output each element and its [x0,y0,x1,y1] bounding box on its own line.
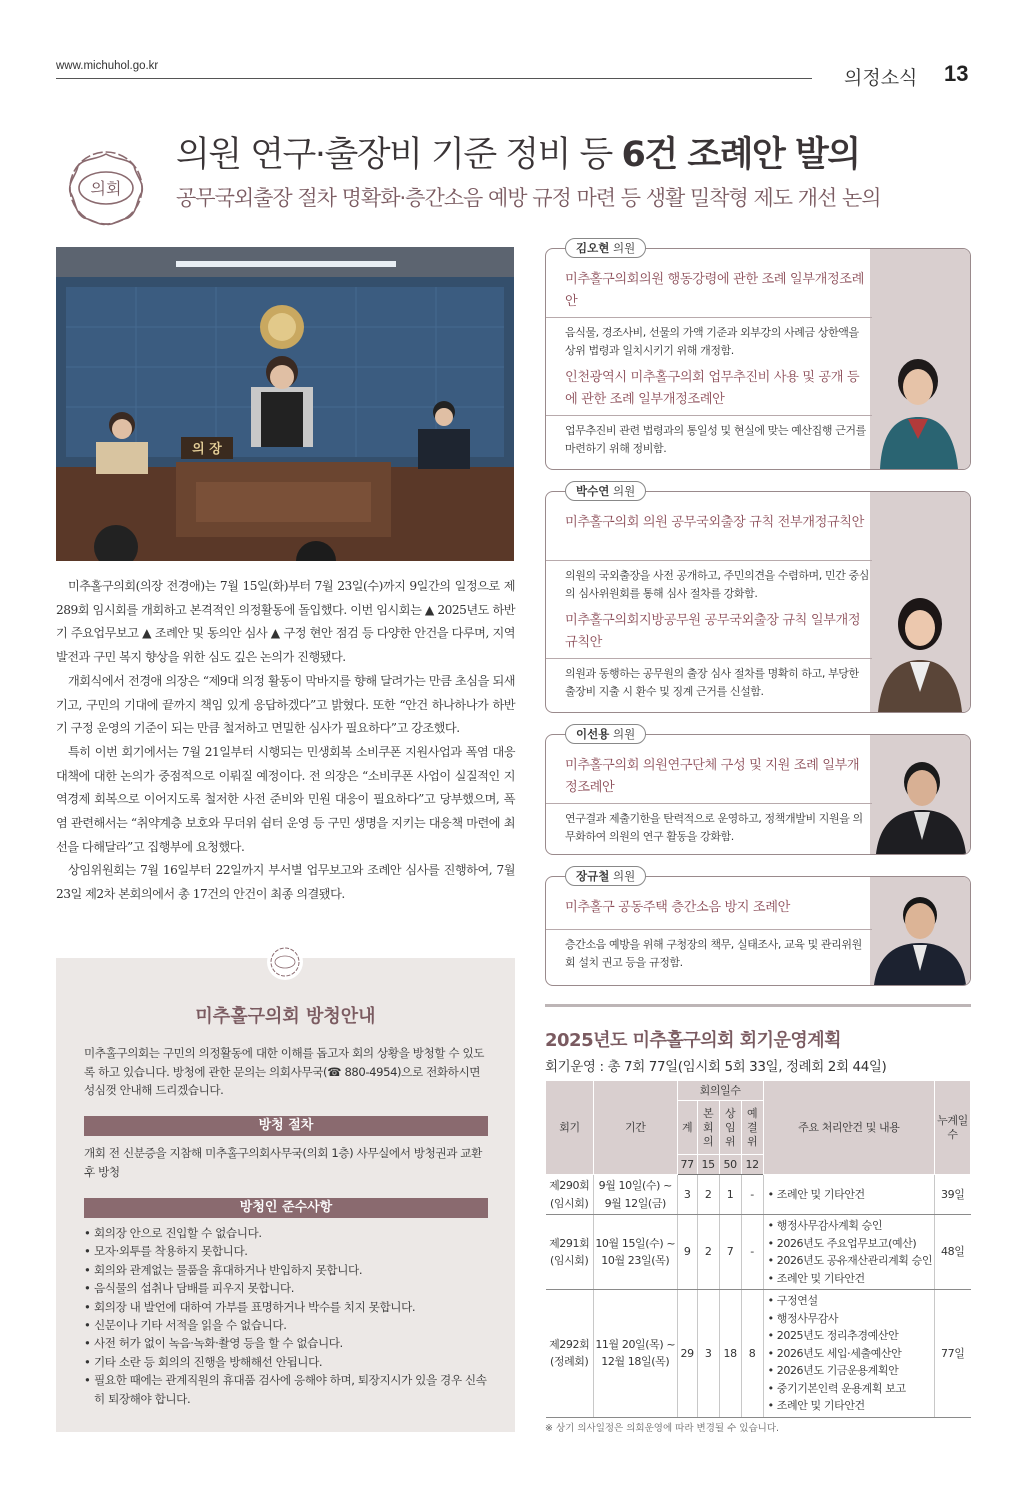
list-item: • 회의장 내 발언에 대하여 가부를 표명하거나 박수를 치지 못합니다. [84,1298,488,1316]
council-session-photo [56,247,514,561]
visitor-guide-box [56,958,515,1432]
section-name: 의정소식 [844,67,918,89]
article-paragraph: 상임위원회는 7월 16일부터 22일까지 부서별 업무보고와 조례안 심사를 진행하여, 7월 23일 제2차 본회의에서 총 17건의 안건이 최종 의결됐다. [56,863,515,902]
article-body [56,575,515,907]
period-end: 9월 12일(금) [604,1196,666,1210]
member-portrait [870,341,970,469]
member-role: 의원 [612,241,636,255]
agenda-item: • 행정사무감사 [767,1311,839,1325]
bill-title: 인천광역시 미추홀구의회 업무추진비 사용 및 공개 등에 관한 조례 일부개정조례안 [565,370,860,407]
table-row [546,1290,971,1418]
list-item: • 사전 허가 없이 녹음·녹화·촬영 등을 할 수 없습니다. [84,1334,488,1352]
list-item: • 기타 소란 등 회의의 진행을 방해해선 안됩니다. [84,1353,488,1371]
bill-title: 미추홀구의회의원 행동강령에 관한 조례 일부개정조례안 [565,272,864,309]
session-number: 제290회 [549,1179,590,1192]
agenda-item: • 조례안 및 기타안건 [767,1399,865,1412]
header-session: 회기 [546,1081,594,1175]
days-total: 29 [677,1290,697,1418]
list-item: • 모자·외투를 착용하지 못합니다. [84,1242,488,1260]
bill-description: 의원의 국외출장을 사전 공개하고, 주민의견을 수렴하며, 민간 중심의 심사위원회를 통해 심사 절차를 강화함. [546,560,872,603]
article-paragraph: 특히 이번 회기에서는 7월 21일부터 시행되는 민생회복 소비쿠폰 지원사업과 폭염 대응 대책에 대한 논의가 중점적으로 이뤄질 예정이다. 전 의장은 “소비쿠폰 사업이 실질적인 지역경제 회복으로 이어지도록 철저한 사전 준비와 민원 대응이 필요하다”고 당부했으며, 폭염 관련해서는 “취약계층 보호와 무더위 쉼터 운영 등 구민 생명을 지키는 대응책 마련에 최선을 다해달라”고 집행부에 요청했다. [56,744,515,854]
days-budget: - [741,1175,763,1215]
member-card [545,734,971,855]
seal-label: 의회 [90,179,122,198]
procedure-heading: 방청 절차 [84,1116,488,1136]
agenda-item: • 2025년도 정리추경예산안 [767,1329,899,1342]
list-item: • 필요한 때에는 관계직원의 휴대품 검사에 응해야 하며, 퇴장지시가 있을 경우 신속히 퇴장해야 합니다. [84,1371,488,1408]
total-days: 77 [677,1155,697,1175]
page-subtitle: 공무국외출장 절차 명확화·층간소음 예방 규정 마련 등 생활 밀착형 제도 개선 논의 [176,186,881,210]
session-number: 제291회 [549,1236,590,1250]
days-total: 3 [677,1175,697,1215]
member-tag [565,238,646,258]
member-card [545,876,971,986]
period-start: 11월 20일(목) ~ [595,1337,676,1351]
bill-description: 음식물, 경조사비, 선물의 가액 기준과 외부강의 사례금 상한액을 상위 법령과 일치시키기 위해 개정함. [546,317,872,360]
council-seal-icon [56,148,156,228]
agenda-item: • 조례안 및 기타안건 [767,1187,865,1201]
agenda-item: • 행정사무감사계획 승인 [767,1219,883,1232]
header-cumulative: 누계일수 [935,1081,971,1175]
days-plenary: 3 [697,1290,719,1418]
page-number: 13 [944,61,969,86]
period-end: 10월 23일(목) [601,1254,670,1267]
cumulative-days: 48일 [935,1215,971,1290]
article-paragraph: 개회식에서 전경애 의장은 “제9대 의정 활동이 막바지를 향해 달려가는 만큼 초심을 되새기고, 구민의 기대에 끝까지 책임 있게 응답하겠다”고 밝혔다. 또한 “안건 하나하나가 하반기 구정 운영의 기준이 되는 만큼 철저하고 면밀한 심사가 필요하다”고 강조했다. [56,673,515,736]
photo-nameplate: 의 장 [192,442,222,457]
header-budget: 예결위 [741,1101,763,1155]
bill-title: 미추홀구 공동주택 층간소음 방지 조례안 [565,900,790,915]
member-name: 장규철 [576,869,610,883]
header-total: 계 [677,1101,697,1155]
member-portrait [870,582,970,712]
bill-title: 미추홀구의회지방공무원 공무국외출장 규칙 일부개정규칙안 [565,613,861,650]
title-highlight: 6건 조례안 발의 [621,135,860,175]
days-budget: 8 [741,1290,763,1418]
agenda-item: • 조례안 및 기타안건 [767,1271,865,1285]
table-row [546,1215,971,1290]
guide-title: 미추홀구의회 방청안내 [195,1006,376,1027]
table-row [546,1175,971,1215]
member-role: 의원 [612,484,636,498]
member-portrait [870,885,970,985]
header-rule [56,78,812,79]
member-name: 박수연 [576,484,610,498]
list-item: • 회의와 관계없는 물품을 휴대하거나 반입하지 못합니다. [84,1261,488,1279]
agenda-item: • 2026년도 공유재산관리계획 승인 [767,1254,933,1267]
article-paragraph: 미추홀구의회(의장 전경애)는 7월 15일(화)부터 7월 23일(수)까지 9일간의 일정으로 제289회 임시회를 개회하고 본격적인 의정활동에 돌입했다. 이번 임시회는 ▲ 2025년도 하반기 주요업무보고 ▲ 조례안 및 동의안 심사 ▲ 구정 현안 점검 등 다양한 안건을 다루며, 지역 발전과 구민 복지 향상을 위한 심도 깊은 논의가 진행됐다. [56,579,515,665]
bill-title: 미추홀구의회 의원 공무국외출장 규칙 전부개정규칙안 [565,515,864,530]
member-role: 의원 [612,727,636,741]
bill-description: 연구결과 제출기한을 탄력적으로 운영하고, 정책개발비 지원을 의무화하여 의원의 연구 활동을 강화함. [546,803,872,846]
page-title [176,127,860,177]
header-content: 주요 처리안건 및 내용 [763,1081,934,1175]
schedule-summary: 회기운영 : 총 7회 77일(임시회 5회 33일, 정례회 2회 44일) [545,1059,887,1075]
session-type: (정례회) [549,1355,589,1369]
member-name: 이선용 [576,727,610,741]
header-period: 기간 [593,1081,677,1175]
list-item: • 음식물의 섭취나 담배를 피우지 못합니다. [84,1279,488,1297]
agenda-item: • 2026년도 주요업무보고(예산) [767,1236,917,1250]
council-seal-icon [267,944,303,980]
list-item: • 회의장 안으로 진입할 수 없습니다. [84,1224,488,1242]
schedule-title: 2025년도 미추홀구의회 회기운영계획 [545,1030,842,1051]
session-type: (임시회) [549,1196,589,1210]
bill-description: 층간소음 예방을 위해 구청장의 책무, 실태조사, 교육 및 관리위원회 설치 권고 등을 규정함. [546,929,872,972]
days-total: 9 [677,1215,697,1290]
days-plenary: 2 [697,1175,719,1215]
days-standing: 1 [719,1175,741,1215]
agenda-item: • 중기기본인력 운용계획 보고 [767,1381,906,1395]
schedule-rule [545,1004,971,1007]
member-role: 의원 [612,869,636,883]
header-standing: 상임위 [719,1101,741,1155]
agenda-item: • 구정연설 [767,1294,818,1307]
days-standing: 18 [719,1290,741,1418]
total-plenary: 15 [697,1155,719,1175]
member-name: 김오현 [576,241,610,255]
list-item: • 신문이나 기타 서적을 읽을 수 없습니다. [84,1316,488,1334]
guide-intro: 미추홀구의회는 구민의 의정활동에 대한 이해를 돕고자 회의 상황을 방청할 수 있도록 하고 있습니다. 방청에 관한 문의는 의회사무국(☎ 880-4954)으로 전화하시면 성심껏 안내해 드리겠습니다. [84,1046,485,1097]
cumulative-days: 39일 [935,1175,971,1215]
period-start: 10월 15일(수) ~ [595,1236,676,1250]
agenda-item: • 2026년도 기금운용계획안 [767,1364,899,1377]
site-url: www.michuhol.go.kr [56,60,159,72]
member-tag [565,866,646,886]
schedule-note: ※ 상기 의사일정은 의회운영에 따라 변경될 수 있습니다. [545,1423,780,1434]
member-tag [565,481,646,501]
session-number: 제292회 [549,1337,590,1351]
total-budget: 12 [741,1155,763,1175]
member-card [545,491,971,713]
rules-list [84,1224,488,1408]
header-days-group: 회의일수 [677,1081,763,1101]
bill-title: 미추홀구의회 의원연구단체 구성 및 지원 조례 일부개정조례안 [565,758,860,795]
days-standing: 7 [719,1215,741,1290]
title-prefix: 의원 연구·출장비 기준 정비 등 [176,135,622,175]
schedule-table [545,1080,971,1418]
period-start: 9월 10일(수) ~ [598,1179,672,1192]
days-budget: - [741,1215,763,1290]
procedure-text: 개회 전 신분증을 지참해 미추홀구의회사무국(의회 1층) 사무실에서 방청권과 교환 후 방청 [84,1146,482,1179]
member-card [545,248,971,470]
session-type: (임시회) [549,1254,589,1267]
bill-description: 업무추진비 관련 법령과의 통일성 및 현실에 맞는 예산집행 근거를 마련하기 위해 정비함. [546,415,872,458]
rules-heading: 방청인 준수사항 [84,1198,488,1218]
days-plenary: 2 [697,1215,719,1290]
bill-description: 의원과 동행하는 공무원의 출장 심사 절차를 명확히 하고, 부당한 출장비 지출 시 환수 및 징계 근거를 신설함. [546,658,872,701]
header-plenary: 본회의 [697,1101,719,1155]
member-portrait [870,750,970,854]
agenda-item: • 2026년도 세입·세출예산안 [767,1346,902,1360]
member-tag [565,724,646,744]
cumulative-days: 77일 [935,1290,971,1418]
period-end: 12월 18일(목) [601,1355,670,1369]
total-standing: 50 [719,1155,741,1175]
